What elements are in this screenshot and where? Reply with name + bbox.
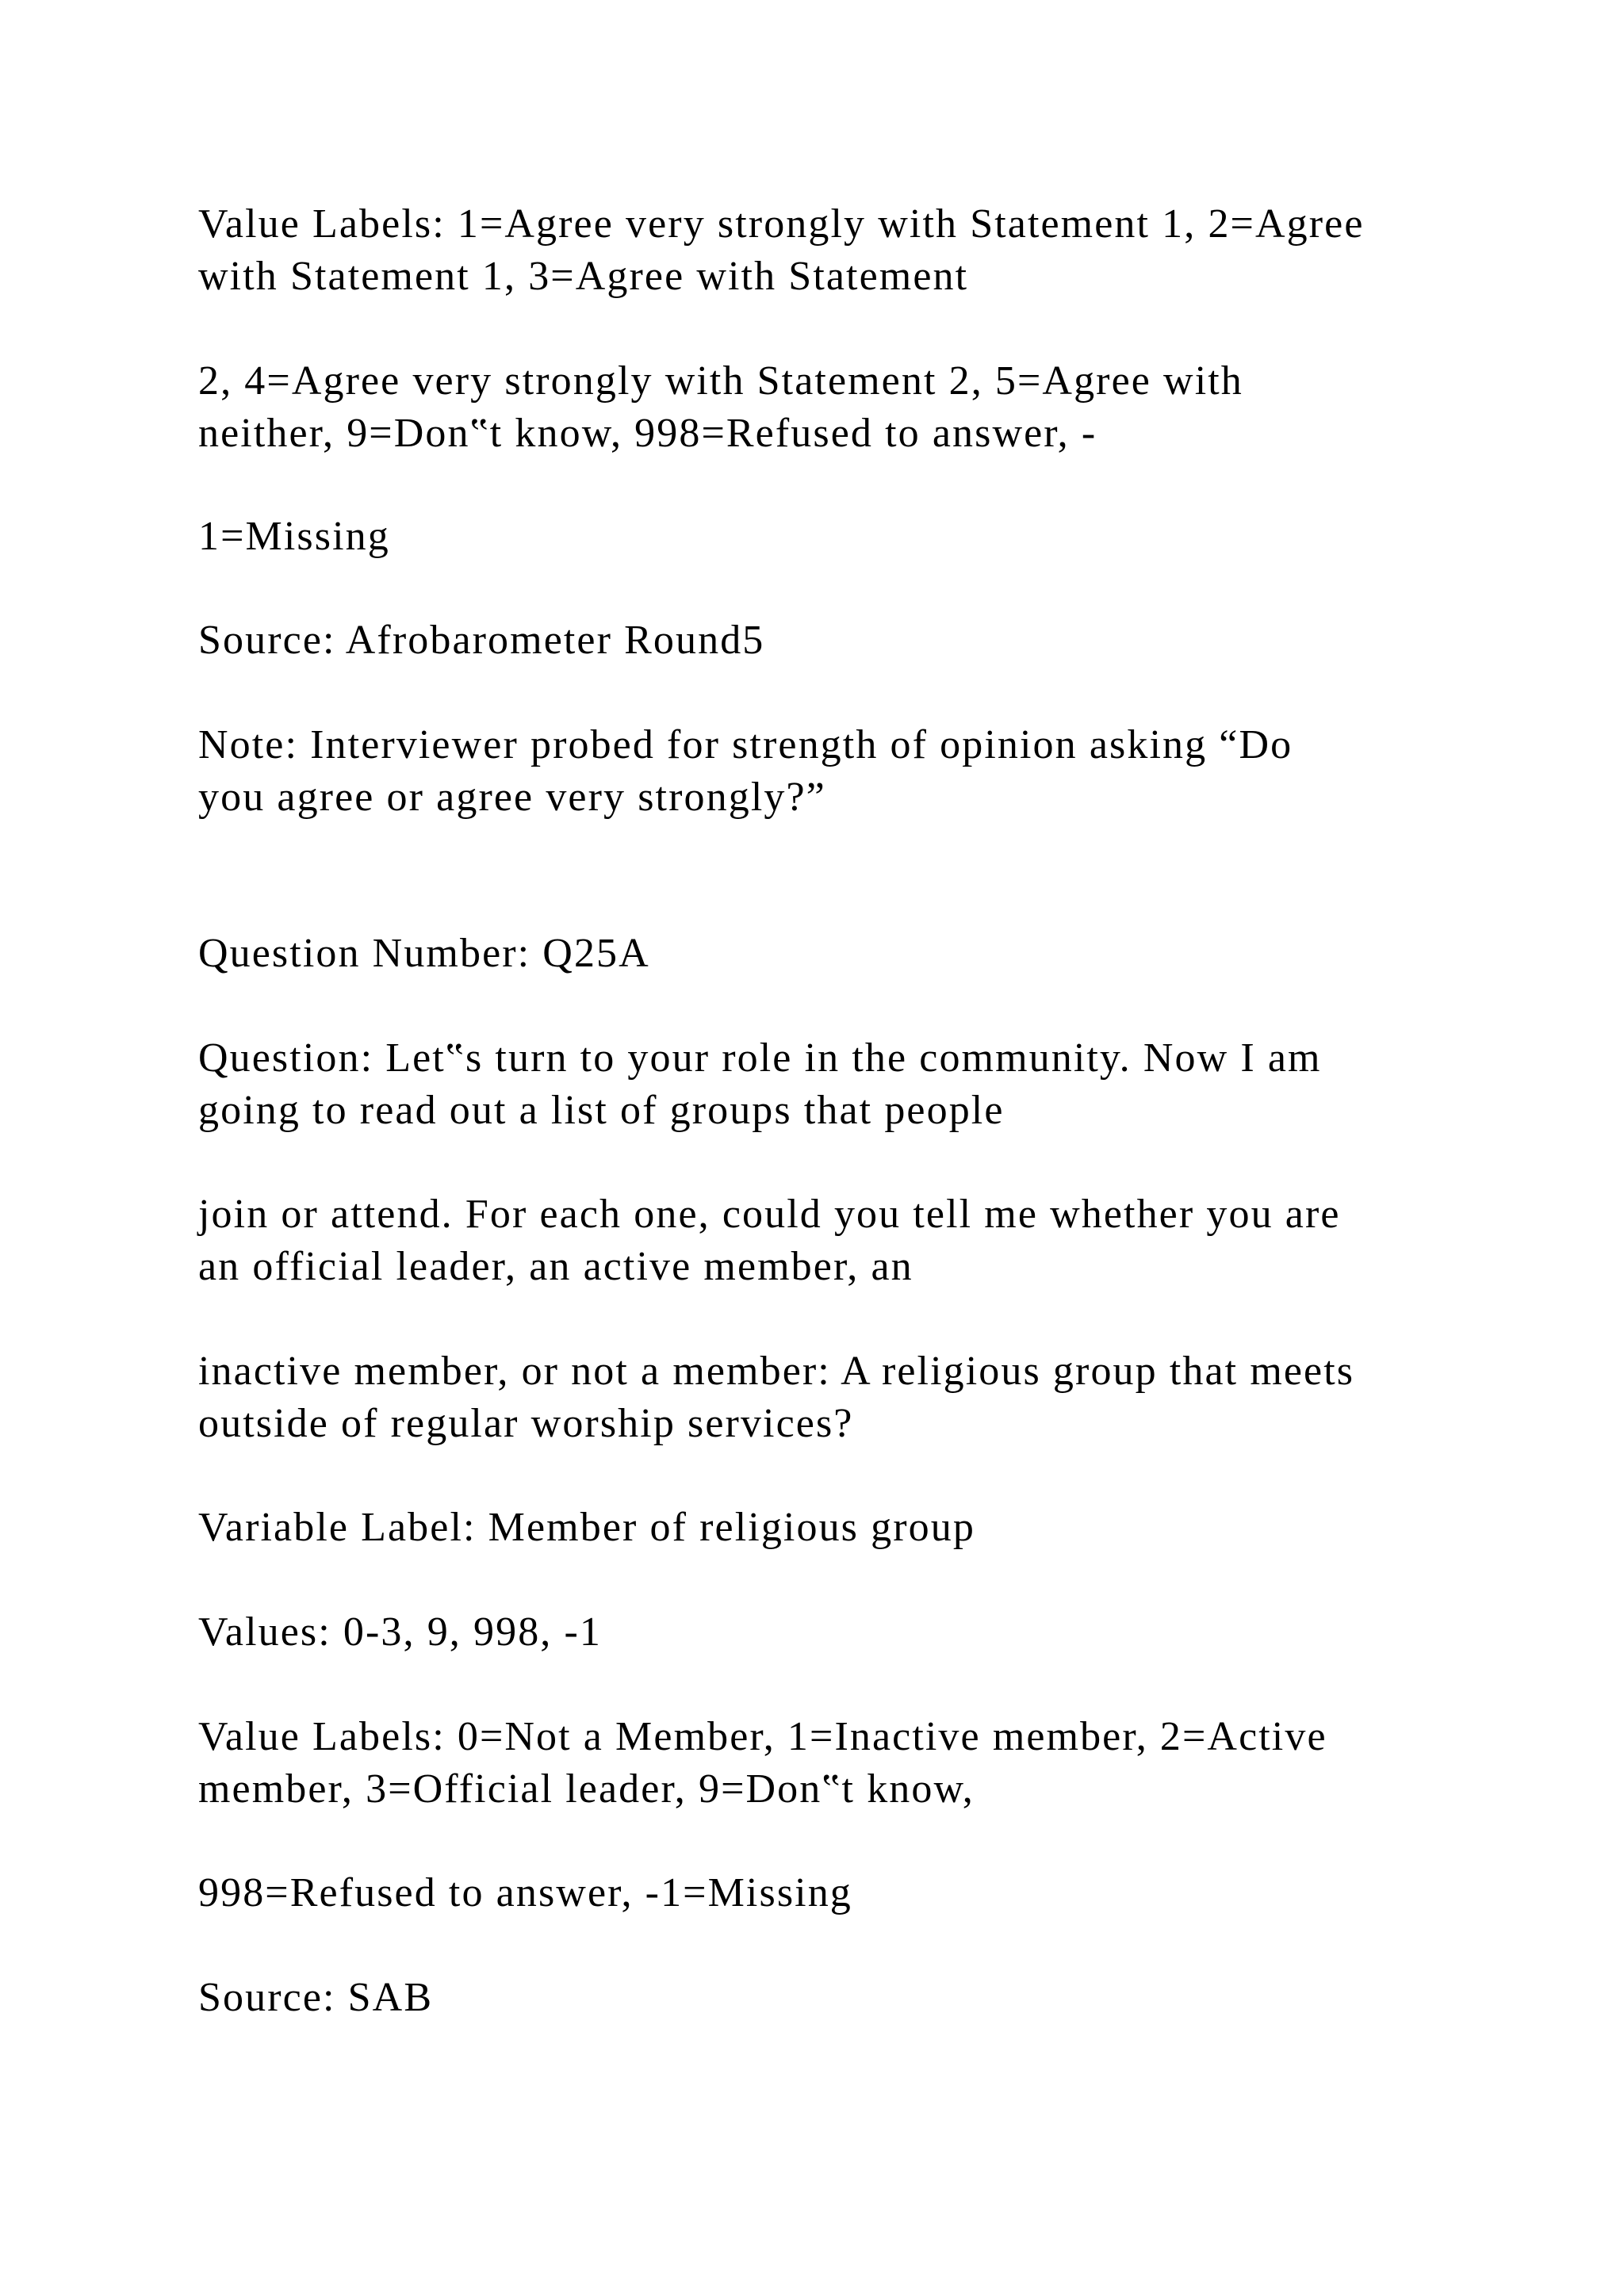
text-line: Note: Interviewer probed for strength of opinion asking “Do [198, 722, 1293, 767]
question-number-paragraph [198, 928, 1499, 980]
source-paragraph [198, 614, 1499, 667]
text-line: Question Number: Q25A [198, 931, 650, 976]
value-labels-paragraph [198, 198, 1499, 303]
text-line: join or attend. For each one, could you tell me whether you are [198, 1192, 1341, 1237]
text-line: going to read out a list of groups that people [198, 1088, 1005, 1133]
value-labels-continued-paragraph [198, 355, 1499, 460]
text-line: Variable Label: Member of religious group [198, 1505, 975, 1550]
text-line: inactive member, or not a member: A religious group that meets [198, 1349, 1355, 1394]
text-line: Source: SAB [198, 1975, 434, 2020]
text-line: an official leader, an active member, an [198, 1244, 914, 1289]
text-line: 1=Missing [198, 514, 390, 559]
text-line: Question: Let‟s turn to your role in the community. Now I am [198, 1035, 1322, 1081]
text-line: Value Labels: 1=Agree very strongly with Statement 1, 2=Agree [198, 201, 1365, 247]
text-line: Source: Afrobarometer Round5 [198, 618, 765, 663]
text-line: 2, 4=Agree very strongly with Statement 2, 5=Agree with [198, 358, 1243, 404]
question-end-paragraph [198, 1345, 1499, 1450]
source-2-paragraph [198, 1972, 1499, 2024]
text-line: member, 3=Official leader, 9=Don‟t know, [198, 1766, 975, 1812]
value-labels-2-paragraph [198, 1711, 1499, 1816]
question-paragraph [198, 1032, 1499, 1137]
text-line: Values: 0-3, 9, 998, -1 [198, 1609, 603, 1655]
text-line: 998=Refused to answer, -1=Missing [198, 1870, 852, 1915]
text-line: neither, 9=Don‟t know, 998=Refused to answer, - [198, 411, 1097, 456]
question-continued-paragraph [198, 1188, 1499, 1293]
note-paragraph [198, 719, 1499, 824]
text-line: you agree or agree very strongly?” [198, 775, 826, 820]
variable-label-paragraph [198, 1502, 1499, 1554]
value-labels-missing-paragraph [198, 511, 1499, 563]
text-line: with Statement 1, 3=Agree with Statement [198, 254, 969, 299]
values-paragraph [198, 1606, 1499, 1659]
text-line: outside of regular worship services? [198, 1401, 854, 1446]
value-labels-2-continued-paragraph [198, 1867, 1499, 1919]
text-line: Value Labels: 0=Not a Member, 1=Inactive member, 2=Active [198, 1714, 1327, 1759]
